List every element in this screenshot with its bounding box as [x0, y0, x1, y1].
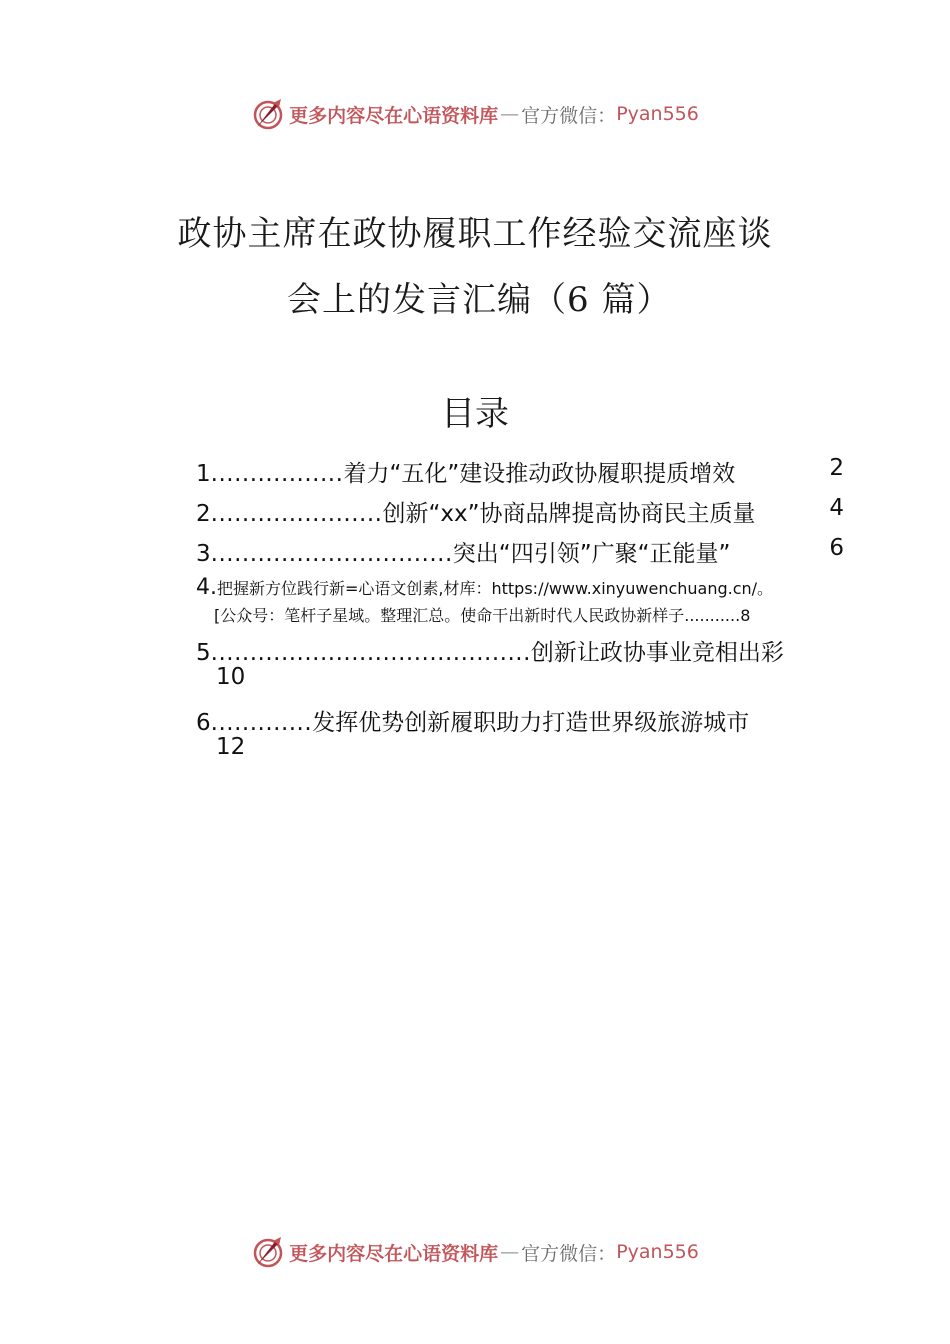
watermark-wechat-label: 官方微信：	[521, 104, 617, 127]
toc-entry-3[interactable]	[196, 535, 844, 568]
toc-entry-page: 4	[829, 495, 844, 521]
toc-entry-5[interactable]	[196, 634, 844, 690]
toc-entry-title-line1: 把握新方位践行新=心语文创素,材库：https://www.xinyuwenchuang.cn/。	[217, 579, 774, 598]
watermark-banner-bottom	[0, 1232, 950, 1272]
toc-entry-1[interactable]	[196, 455, 844, 488]
toc-heading: 目录	[441, 394, 509, 434]
toc-entry-page: 12	[216, 734, 246, 760]
document-title-line2: 会上的发言汇编（6 篇）	[287, 280, 672, 320]
watermark-brand: 更多内容尽在心语资料库	[289, 104, 499, 127]
watermark-dash: —	[500, 103, 520, 125]
toc-leader-dots: .............	[210, 710, 313, 736]
toc-entry-number: 2	[196, 501, 211, 527]
toc-entry-6[interactable]	[196, 704, 844, 760]
quill-logo-icon	[251, 97, 285, 131]
toc-entry-title: 着力“五化”建设推动政协履职提质增效	[343, 461, 736, 487]
toc-entry-page: 10	[216, 664, 246, 690]
toc-leader-dots: .................	[210, 461, 344, 487]
toc-leader-dots: ......................	[210, 501, 383, 527]
toc-entry-title: 发挥优势创新履职助力打造世界级旅游城市	[312, 710, 750, 736]
watermark-banner-top	[0, 94, 950, 134]
toc-entry-title-line2: [公众号：笔杆子星域。整理汇总。使命干出新时代人民政协新样子...........8	[214, 606, 751, 625]
document-title-line1: 政协主席在政协履职工作经验交流座谈	[177, 214, 773, 254]
toc-entry-4[interactable]	[196, 575, 844, 625]
watermark-brand: 更多内容尽在心语资料库	[289, 1242, 499, 1265]
toc-entry-number: 3	[196, 541, 211, 567]
toc-entry-2[interactable]	[196, 495, 844, 528]
toc-entry-number: 1	[196, 461, 211, 487]
toc-entry-number: 6	[196, 710, 211, 736]
watermark-wechat-label: 官方微信：	[521, 1242, 617, 1265]
toc-leader-dots: .........................................	[210, 640, 531, 666]
toc-entry-page: 2	[829, 455, 844, 481]
toc-entry-title: 创新“xx”协商品牌提高协商民主质量	[382, 501, 756, 527]
quill-logo-icon	[251, 1235, 285, 1269]
toc-entry-title: 突出“四引领”广聚“正能量”	[452, 541, 731, 567]
watermark-dash: —	[500, 1241, 520, 1263]
watermark-wechat-id: Pyan556	[616, 103, 699, 125]
toc-entry-title: 创新让政协事业竞相出彩	[530, 640, 784, 666]
toc-entry-page: 6	[829, 535, 844, 561]
toc-entry-number: 4.	[196, 575, 217, 600]
toc-entry-number: 5	[196, 640, 211, 666]
toc-leader-dots: ...............................	[210, 541, 453, 567]
watermark-wechat-id: Pyan556	[616, 1241, 699, 1263]
